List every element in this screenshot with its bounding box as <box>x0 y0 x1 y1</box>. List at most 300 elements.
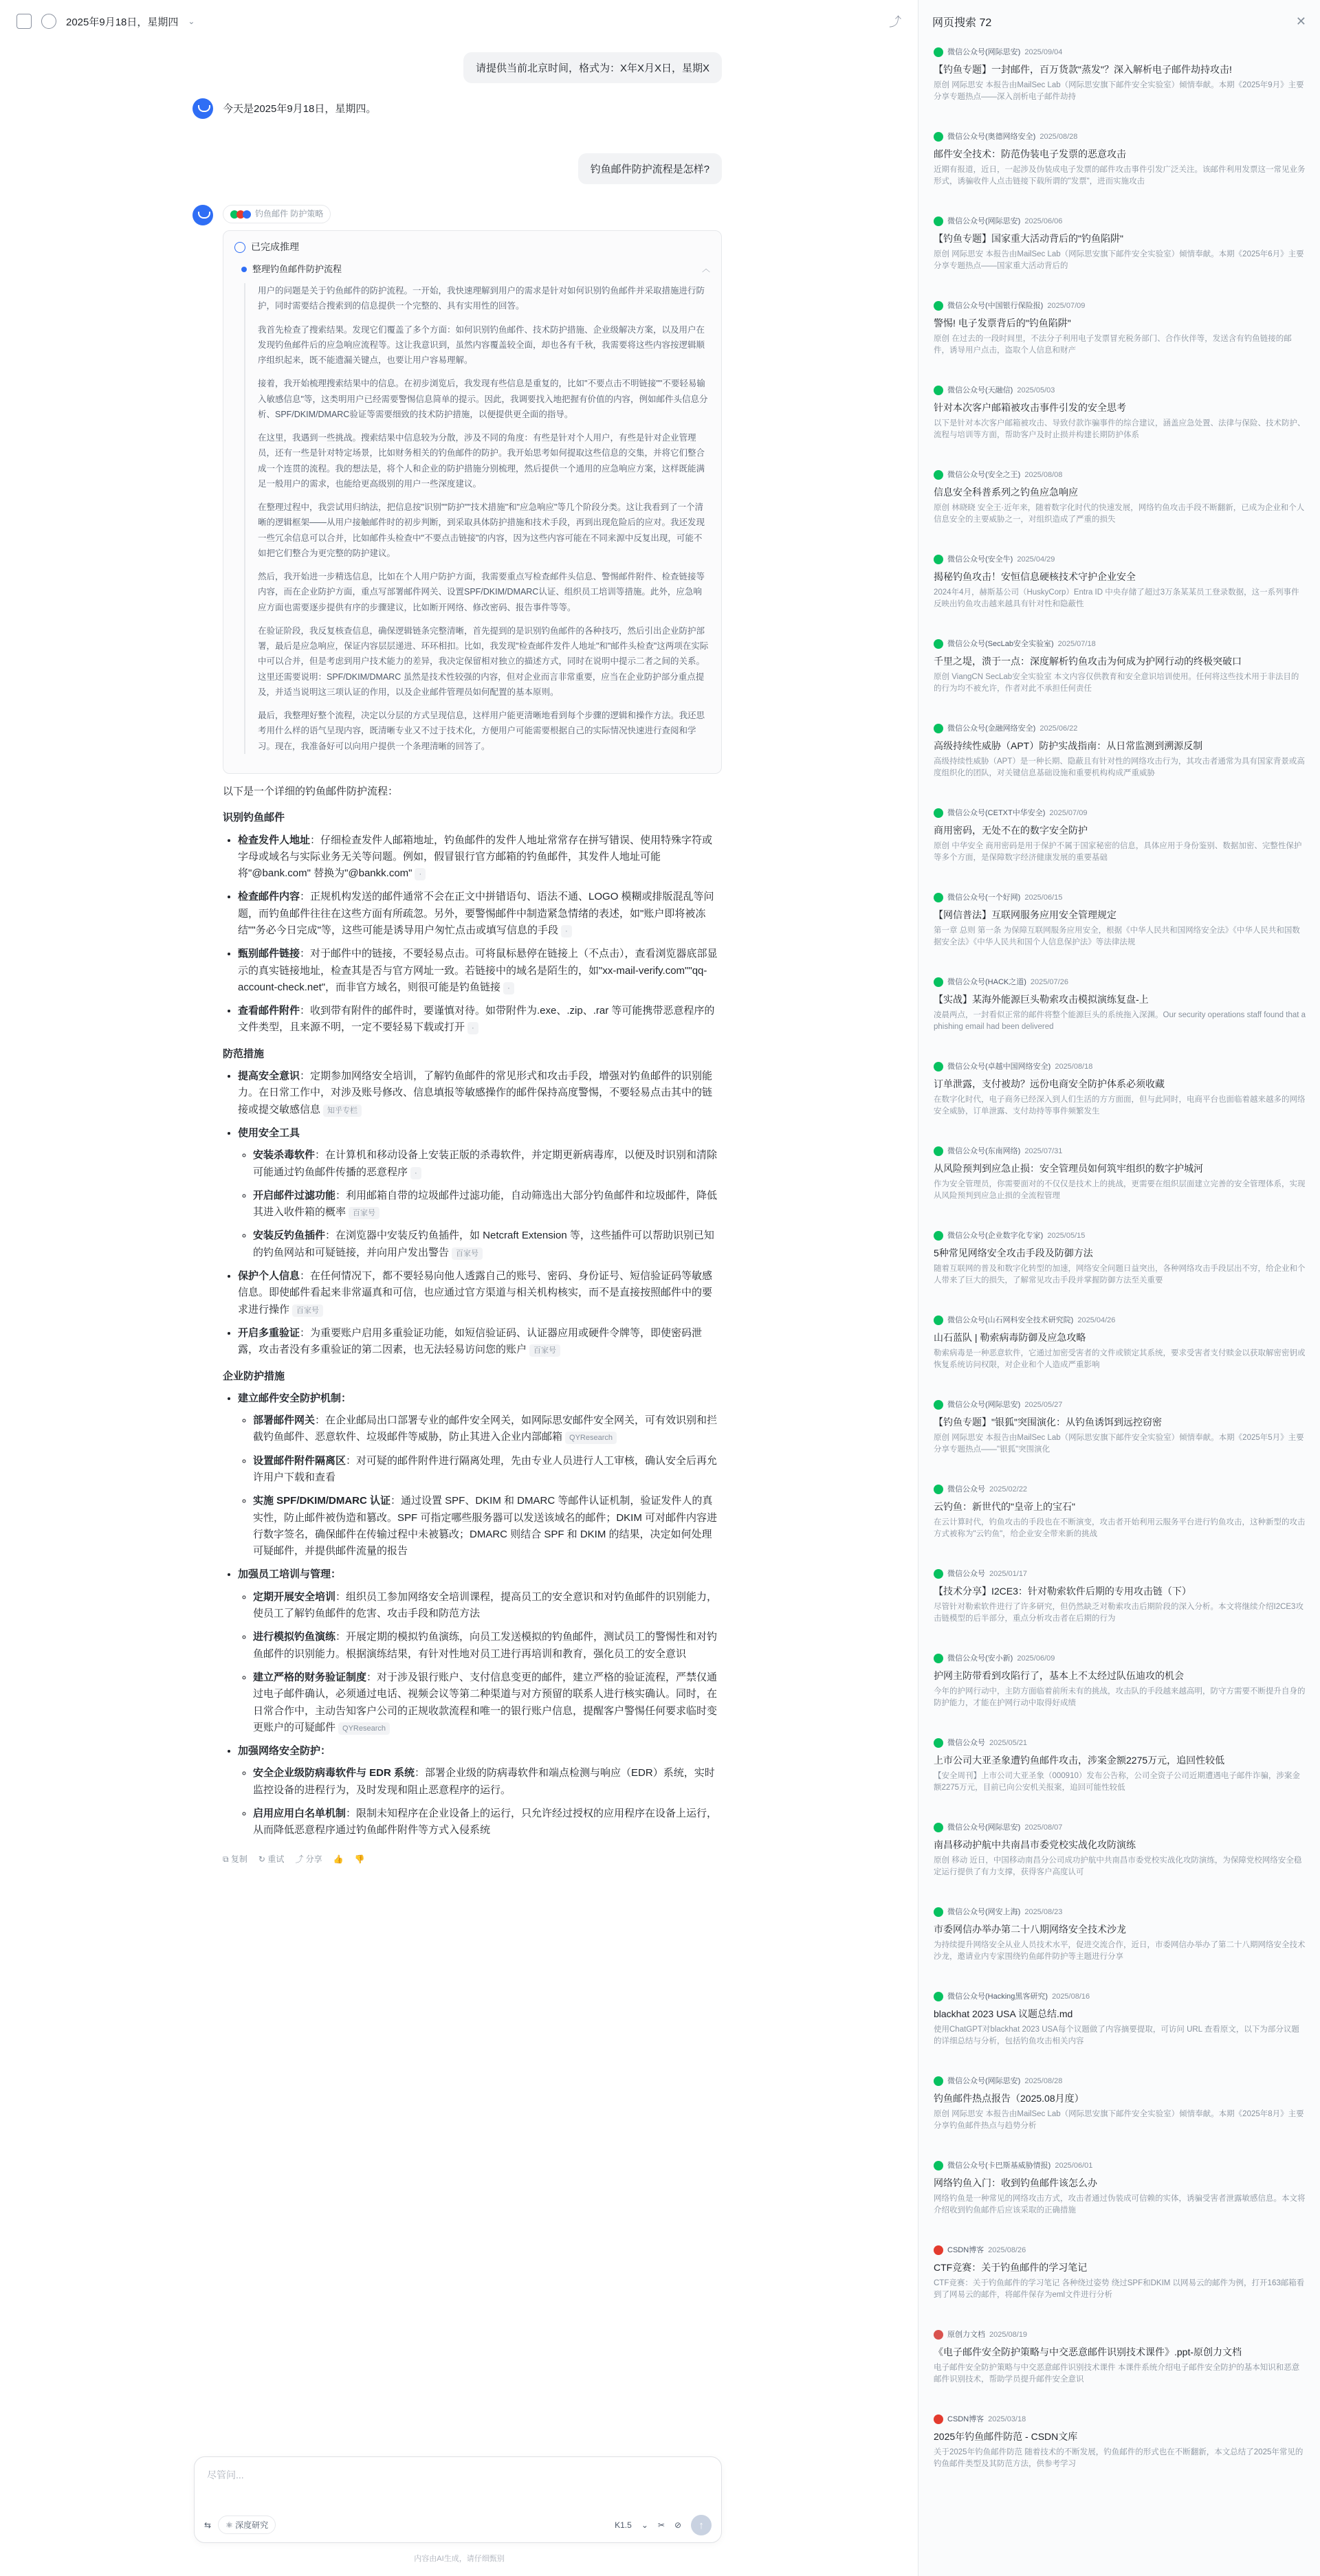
thumbs-up-icon[interactable]: 👍 <box>333 1854 344 1864</box>
user-bubble: 请提供当前北京时间，格式为：X年X月X日，星期X <box>463 52 722 83</box>
result-date: 2025/04/26 <box>1077 1316 1116 1324</box>
result-title[interactable]: 市委网信办举办第二十八期网络安全技术沙龙 <box>934 1924 1126 1935</box>
scissors-icon[interactable]: ✂ <box>657 2520 665 2530</box>
web-search-panel <box>918 0 1320 2576</box>
assistant-message <box>192 98 722 119</box>
result-title[interactable]: 5种常见网络安全攻击手段及防御方法 <box>934 1247 1093 1258</box>
source-name: 微信公众号(一个好网) <box>947 893 1021 902</box>
assistant-avatar <box>192 205 213 225</box>
result-source <box>934 1907 1306 1918</box>
result-source <box>934 2329 1306 2340</box>
source-logo-icon <box>934 132 943 142</box>
item-label: 开启多重验证 <box>238 1326 300 1339</box>
citation-tag[interactable]: QYResearch <box>565 1432 617 1444</box>
check-icon <box>234 242 245 253</box>
result-snippet: 在云计算时代，钓鱼攻击的手段也在不断演变，攻击者开始利用云服务平台进行钓鱼攻击，这种新型的攻击方式被称为"云钓鱼"，给企业安全带来新的挑战 <box>934 1518 1306 1538</box>
item-text: ：利用邮箱自带的垃圾邮件过滤功能，自动筛选出大部分钓鱼邮件和垃圾邮件，降低其进入收件箱的概率 <box>253 1189 718 1219</box>
search-results-list <box>918 43 1320 2498</box>
result-date: 2025/05/21 <box>989 1739 1028 1747</box>
source-logo-icon <box>934 555 943 564</box>
item-text: ：开展定期的模拟钓鱼演练，向员工发送模拟的钓鱼邮件，测试员工的警惕性和对钓鱼邮件的识别能力。根据演练结果，有针对性地对员工进行再培训和教育，强化员工的安全意识 <box>253 1631 718 1660</box>
search-result-item[interactable] <box>934 47 1306 131</box>
result-date: 2025/07/09 <box>1047 302 1086 310</box>
source-logo-icon <box>934 1485 943 1494</box>
result-source <box>934 2245 1306 2256</box>
source-logo-icon <box>934 2414 943 2424</box>
result-snippet: 关于2025年钓鱼邮件防范 随着技术的不断发展，钓鱼邮件的形式也在不断翻新，本文总结了2025年常见的钓鱼邮件类型及其防范方法，供参考学习 <box>934 2448 1304 2468</box>
assistant-answer <box>223 205 722 1866</box>
answer-intro: 以下是一个详细的钓鱼邮件防护流程： <box>223 785 399 797</box>
result-title[interactable]: 2025年钓鱼邮件防范 - CSDN文库 <box>934 2431 1078 2442</box>
citation-tag[interactable]: · <box>468 1022 478 1034</box>
result-snippet: 勒索病毒是一种恶意软件，它通过加密受害者的文件或锁定其系统，要求受害者支付赎金以获取解密密钥或恢复系统访问权限，对企业和个人造成严重影响 <box>934 1349 1306 1369</box>
item-label: 部署邮件网关 <box>253 1414 316 1427</box>
result-snippet: 【安全周刊】上市公司大亚圣象（000910）发布公告称，公司全资子公司近期遭遇电子邮件诈骗，涉案金额2275万元，目前已向公安机关报案，追回可能性较低 <box>934 1772 1300 1792</box>
source-logo-icon <box>934 724 943 733</box>
result-snippet: 第一章 总则 第一条 为保障互联网服务应用安全，根据《中华人民共和国网络安全法》《中华人民共和国数据安全法》《中华人民共和国个人信息保护法》等法律法规 <box>934 926 1300 946</box>
model-selector[interactable]: K1.5 <box>615 2520 632 2530</box>
result-source <box>934 47 1306 58</box>
result-date: 2025/01/17 <box>989 1570 1028 1578</box>
source-logo-icon <box>934 1823 943 1832</box>
result-date: 2025/05/27 <box>1024 1401 1063 1409</box>
item-text: ：在计算机和移动设备上安装正版的杀毒软件，并定期更新病毒库，以便及时识别和清除可能通过钓鱼邮件传播的恶意程序 <box>253 1149 718 1178</box>
source-name: CSDN博客 <box>947 2415 984 2423</box>
assistant-message <box>192 205 722 1866</box>
source-name: 微信公众号(安全之王) <box>947 471 1021 479</box>
source-name: 微信公众号(网际思安) <box>947 217 1021 225</box>
item-label: 甄别邮件链接 <box>238 948 300 960</box>
result-date: 2025/08/28 <box>1040 133 1078 141</box>
result-source <box>934 385 1306 396</box>
item-label: 安全企业级防病毒软件与 EDR 系统 <box>253 1767 415 1779</box>
search-result-item[interactable] <box>934 216 1306 300</box>
item-label: 保护个人信息 <box>238 1270 300 1283</box>
reasoning-panel <box>223 230 722 773</box>
source-name: 微信公众号(SecLab安全实验室) <box>947 640 1054 648</box>
list-item <box>253 1589 722 1623</box>
result-title[interactable]: 【钓鱼专题】一封邮件，百万货款"蒸发"？深入解析电子邮件劫持攻击! <box>934 64 1232 75</box>
item-text: ：限制未知程序在企业设备上的运行，只允许经过授权的应用程序在设备上运行，从而降低恶意程序通过钓鱼邮件附件等方式入侵系统 <box>253 1808 718 1836</box>
item-text: ：在任何情况下，都不要轻易向他人透露自己的账号、密码、身份证号、短信验证码等敏感信息。即使邮件看起来非常逼真和可信，也应通过官方渠道与相关机构核实，而不是直接按照邮件中的要求进行操作 <box>238 1270 713 1315</box>
citation-tag[interactable]: 百家号 <box>349 1207 380 1219</box>
source-name: 原创力文档 <box>947 2331 985 2339</box>
share-button[interactable]: ⤴ 分享 <box>295 1854 322 1864</box>
source-logo-icon <box>934 470 943 480</box>
settings-icon[interactable]: ⇆ <box>204 2520 212 2530</box>
search-result-item[interactable] <box>934 2160 1306 2245</box>
result-title[interactable]: 信息安全科普系列之钓鱼应急响应 <box>934 487 1078 498</box>
search-result-item[interactable] <box>934 131 1306 216</box>
source-name: 微信公众号(安全牛) <box>947 555 1013 564</box>
result-snippet: 尽管针对勒索软件进行了许多研究，但仍然缺乏对勒索攻击后期阶段的深入分析。本文将继续介绍I2CE3攻击链模型的后半部分，重点分析攻击者在后期的行为 <box>934 1603 1304 1623</box>
result-source <box>934 131 1306 142</box>
citation-tag[interactable]: 百家号 <box>529 1344 560 1357</box>
item-text: ：对于涉及银行账户、支付信息变更的邮件，建立严格的验证流程，严禁仅通过电子邮件确认，必须通过电话、视频会议等第二种渠道与对方预留的联系人进行核实确认。同时，在日常合作中，主动告知客户公司的正规收款流程和唯一的银行账户信息，提醒客户警惕任何要求临时变更账户的可疑邮件 <box>253 1671 718 1733</box>
reasoning-paragraph: 在整理过程中，我尝试用归纳法，把信息按"识别""防护""技术措施"和"应急响应"等几个阶段分类。这让我看到了一个清晰的逻辑框架——从用户接触邮件时的初步判断，到采取具体防护措施和技术手段，再到出现危险后的应对。我还发现一些冗余信息可以合并，比如邮件头检查中"不要点击链接"的内容，因为这些内容可能在不同来源中反复出现，可能不如把它们整合为更完整的防护建议。 <box>258 502 705 558</box>
item-text: ：正规机构发送的邮件通常不会在正文中拼错语句、语法不通、LOGO 模糊或排版混乱等问题，而钓鱼邮件往往在这些方面有所疏忽。另外，要警惕邮件中制造紧急情绪的表述，如"账户即将被冻结""务必今日完成"等，这些可能是诱导用户匆忙点击或填写信息的手段 <box>238 891 714 936</box>
list-item <box>253 1412 722 1446</box>
search-result-item[interactable] <box>934 2076 1306 2160</box>
result-title[interactable]: 千里之堤，溃于一点：深度解析钓鱼攻击为何成为护网行动的终极突破口 <box>934 656 1242 667</box>
sub-list <box>253 1765 722 1839</box>
source-name: 微信公众号(企业数字化专家) <box>947 1232 1044 1240</box>
source-logo-icon <box>934 1062 943 1072</box>
input-right-tools <box>615 2515 712 2535</box>
source-name: 微信公众号(东南网络) <box>947 1147 1021 1155</box>
search-result-item[interactable] <box>934 1484 1306 1568</box>
reasoning-paragraph: 然后，我开始进一步精选信息，比如在个人用户防护方面，我需要重点写检查邮件头信息、警惕邮件附件、检查链接等内容，而在企业防护方面，重点写部署邮件网关、设置SPF/DKIM/DMARC认证、组织员工培训等措施。此外，应急响应方面也需要逐步提供有序的步骤建议，比如断开网络、修改密码、报告事件等等。 <box>258 572 705 612</box>
result-snippet: 原创 网际思安 本报告由MailSec Lab（网际思安旗下邮件安全实验室）倾情奉献。本期《2025年6月》主要分享专题热点——国家重大活动背后的 <box>934 250 1304 270</box>
search-result-item[interactable] <box>934 1822 1306 1907</box>
result-title[interactable]: 云钓鱼：新世代的"皇帝上的宝石" <box>934 1501 1075 1512</box>
result-source <box>934 1315 1306 1326</box>
chevron-up-icon[interactable]: ︿ <box>701 263 710 274</box>
list-item <box>238 946 722 996</box>
item-label: 建立邮件安全防护机制： <box>238 1392 352 1404</box>
list-item <box>238 1268 722 1318</box>
reasoning-paragraph: 最后，我整理好整个流程，决定以分层的方式呈现信息，这样用户能更清晰地看到每个步骤的逻辑和操作方法。我还思考用什么样的语气呈现内容，既清晰专业又不过于技术化，方便用户可能需要根据自己的实际情况快速进行查阅和学习。现在，我准备好可以向用户提供一个条理清晰的回答了。 <box>258 711 705 751</box>
search-result-item[interactable] <box>934 385 1306 469</box>
result-snippet: 原创 移动 近日，中国移动南昌分公司成功护航中共南昌市委党校实战化攻防演练，为保障党校网络安全稳定运行提供了有力支撑，获得客户高度认可 <box>934 1856 1302 1876</box>
item-label: 建立严格的财务验证制度 <box>253 1671 367 1683</box>
item-label: 查看邮件附件 <box>238 1005 300 1017</box>
source-name: 微信公众号 <box>947 1739 985 1747</box>
source-logo-icon <box>934 1992 943 2001</box>
panel-header <box>918 0 1320 43</box>
user-message <box>192 153 722 184</box>
search-result-item[interactable] <box>934 1146 1306 1230</box>
result-snippet: 高级持续性威胁（APT）是一种长期、隐蔽且有针对性的网络攻击行为，其攻击者通常为具有国家背景或高度组织化的团队，对关键信息基础设施和重要机构构成严重威胁 <box>934 757 1305 777</box>
result-date: 2025/08/16 <box>1052 1992 1090 2001</box>
result-title[interactable]: 山石蓝队 | 勒索病毒防御及应急攻略 <box>934 1332 1086 1343</box>
reasoning-paragraph: 用户的问题是关于钓鱼邮件的防护流程。一开始，我快速理解到用户的需求是针对如何识别钓鱼邮件并采取措施进行防护，同时需要结合搜索到的信息提供一个完整的、具有实用性的回答。 <box>258 286 705 311</box>
result-snippet: 今年的护网行动中，主防方面临着前所未有的挑战，攻击队的手段越来越高明，防守方需要不断提升自身的防护能力，才能在护网行动中取得好成绩 <box>934 1687 1306 1707</box>
item-label: 启用应用白名单机制 <box>253 1808 346 1820</box>
result-date: 2025/06/09 <box>1017 1654 1055 1663</box>
list-item <box>253 1147 722 1181</box>
result-title[interactable]: 上市公司大亚圣象遭钓鱼邮件攻击，涉案金额2275万元，追回性较低 <box>934 1755 1225 1766</box>
result-date: 2025/07/31 <box>1024 1147 1063 1155</box>
answer-content <box>223 784 722 1866</box>
result-source <box>934 1230 1306 1241</box>
result-snippet: 原创 网际思安 本报告由MailSec Lab（网际思安旗下邮件安全实验室）倾情奉献。本期《2025年8月》主要分享钓鱼邮件热点与趋势分析 <box>934 2110 1304 2130</box>
result-source <box>934 892 1306 903</box>
source-name: 微信公众号 <box>947 1485 985 1494</box>
result-title[interactable]: CTF竞赛：关于钓鱼邮件的学习笔记 <box>934 2262 1088 2273</box>
citation-tag[interactable]: 百家号 <box>452 1247 483 1260</box>
list-item <box>253 1453 722 1487</box>
result-title[interactable]: 邮件安全技术：防范伪装电子发票的恶意攻击 <box>934 148 1126 159</box>
search-result-item[interactable] <box>934 1737 1306 1822</box>
result-source <box>934 808 1306 819</box>
chevron-down-icon[interactable]: ⌄ <box>641 2520 648 2530</box>
result-source <box>934 1484 1306 1495</box>
source-name: 微信公众号(网际思安) <box>947 2077 1021 2085</box>
item-label: 安装反钓鱼插件 <box>253 1230 326 1242</box>
result-title[interactable]: blackhat 2023 USA 议题总结.md <box>934 2008 1073 2019</box>
prevention-list <box>238 1068 722 1358</box>
source-name: 微信公众号 <box>947 1570 985 1578</box>
list-item <box>253 1188 722 1221</box>
new-chat-icon[interactable] <box>41 14 56 29</box>
search-result-item[interactable] <box>934 1991 1306 2076</box>
reasoning-text <box>244 283 710 754</box>
search-result-item[interactable] <box>934 1230 1306 1315</box>
reasoning-paragraph: 在验证阶段，我反复核查信息，确保逻辑链条完整清晰，首先提到的是识别钓鱼邮件的各种技巧，然后引出企业防护部署，最后是应急响应，保证内容层层递进、环环相扣。比如，我发现"检查邮件发件人地址"和"邮件头检查"这两项在实际中可以合并，但是考虑到用户技术能力的差异，我决定保留相对独立的描述方式，同时在说明中提示二者之间的关系。这里还需要说明：SPF/DKIM/DMARC 虽然是技术性较强的内容，但对企业而言非常重要，应当在企业防护部分重点提及，并适当说明这三项认证的作用，以及企业邮件管理员如何配置的基本原则。 <box>258 625 709 697</box>
citation-tag[interactable]: 百家号 <box>292 1304 323 1317</box>
sources-chip[interactable] <box>223 205 331 223</box>
item-text: ：部署企业级的防病毒软件和端点检测与响应（EDR）系统，实时监控设备的进程行为，及时发现和阻止恶意程序的运行。 <box>253 1767 715 1796</box>
result-title[interactable]: 订单泄露，支付被劫？远份电商安全防护体系必须收藏 <box>934 1078 1165 1089</box>
result-date: 2025/06/22 <box>1040 724 1078 733</box>
source-name: 微信公众号(安小新) <box>947 1654 1013 1663</box>
result-title[interactable]: 南昌移动护航中共南昌市委党校实战化攻防演练 <box>934 1839 1136 1850</box>
ai-disclaimer: 内容由AI生成，请仔细甄别 <box>414 2555 505 2563</box>
list-item <box>238 889 722 939</box>
search-result-item[interactable] <box>934 1061 1306 1146</box>
result-source <box>934 2160 1306 2171</box>
item-text: ：仔细检查发件人邮箱地址，钓鱼邮件的发件人地址常常存在拼写错误、使用特殊字符或字母或域名与实际业务无关等问题。例如，假冒银行官方邮箱的钓鱼邮件，其发件人地址可能将"@bank.com" 替换为"@bankk.com" <box>238 834 713 880</box>
source-logo-icon <box>934 1315 943 1325</box>
result-snippet: CTF竞赛：关于钓鱼邮件的学习笔记 各种绕过姿势 绕过SPF和DKIM 以网易云的邮件为例，打开163邮箱看到了网易云的邮件，将邮件保存为eml文件进行分析 <box>934 2279 1305 2299</box>
source-name: 微信公众号(网际思安) <box>947 1401 1021 1409</box>
chat-input[interactable]: 尽管问... <box>207 2469 244 2480</box>
thumbs-down-icon[interactable]: 👎 <box>354 1854 365 1864</box>
list-item <box>238 832 722 882</box>
search-result-item[interactable] <box>934 1399 1306 1484</box>
assistant-text: 今天是2025年9月18日，星期四。 <box>223 103 377 115</box>
source-name: 微信公众号(金融网络安全) <box>947 724 1036 733</box>
item-label: 加强网络安全防护： <box>238 1745 331 1757</box>
result-date: 2025/05/03 <box>1017 386 1055 395</box>
search-result-item[interactable] <box>934 2414 1306 2498</box>
result-source <box>934 554 1306 565</box>
search-result-item[interactable] <box>934 639 1306 723</box>
source-name: 微信公众号(中国银行保险报) <box>947 302 1044 310</box>
search-result-item[interactable] <box>934 469 1306 554</box>
result-title[interactable]: 《电子邮件安全防护策略与中交恶意邮件识别技术课件》.ppt-原创力文档 <box>934 2346 1242 2357</box>
item-label: 检查邮件内容 <box>238 891 300 903</box>
item-text: ：通过设置 SPF、DKIM 和 DMARC 等邮件认证机制，验证发件人的真实性，防止邮件被伪造和篡改。SPF 可指定哪些服务器可以发送该域名的邮件；DKIM 可对邮件内容进行数字签名，确保邮件在传输过程中未被篡改；DMARC 则结合 SPF 和 DKIM 的结果，决定如何处理可疑邮件，并提供邮件流量的报告 <box>253 1495 718 1557</box>
list-item <box>238 1390 722 1560</box>
result-source <box>934 1568 1306 1579</box>
result-snippet: 原创 林晓晓 安全王·近年来，随着数字化时代的快速发展，网络钓鱼攻击手段不断翻新，已成为企业和个人信息安全的主要威胁之一，对组织造成了严重的损失 <box>934 504 1305 524</box>
result-date: 2025/07/18 <box>1057 640 1096 648</box>
user-bubble: 钓鱼邮件防护流程是怎样? <box>578 153 722 184</box>
source-name: 微信公众号(卡巴斯基威胁情报) <box>947 2162 1051 2170</box>
item-label: 开启邮件过滤功能 <box>253 1189 336 1201</box>
sources-label: 钓鱼邮件 防护策略 <box>255 209 324 219</box>
citation-tag[interactable]: · <box>410 1167 421 1179</box>
source-name: 微信公众号(HACK之道) <box>947 978 1026 986</box>
reasoning-step[interactable] <box>241 262 710 276</box>
result-source <box>934 1146 1306 1157</box>
reasoning-status: 已完成推理 <box>251 241 299 253</box>
chat-input-box[interactable] <box>194 2456 722 2543</box>
source-logo-icon <box>934 1654 943 1663</box>
result-date: 2025/09/04 <box>1024 48 1063 56</box>
search-result-item[interactable] <box>934 977 1306 1061</box>
result-snippet: 作为安全管理员，你需要面对的不仅仅是技术上的挑战，更需要在组织层面建立完善的安全管理体系，实现从风险预判到应急止损的全流程管理 <box>934 1180 1306 1200</box>
result-title[interactable]: 【钓鱼专题】国家重大活动背后的"钓鱼陷阱" <box>934 233 1123 244</box>
item-label: 进行模拟钓鱼演练 <box>253 1631 336 1643</box>
list-item <box>238 1325 722 1359</box>
source-logo-icon <box>934 216 943 226</box>
search-result-item[interactable] <box>934 2329 1306 2414</box>
source-name: CSDN博客 <box>947 2246 984 2254</box>
close-icon[interactable]: ✕ <box>1295 14 1306 28</box>
reasoning-header[interactable] <box>234 239 710 255</box>
result-snippet: 原创 中华安全 商用密码是用于保护不属于国家秘密的信息，具体应用于身份鉴别、数据加密、完整性保护等多个方面，是保障数字经济健康发展的重要基础 <box>934 842 1302 862</box>
result-title[interactable]: 【钓鱼专题】"银狐"突围演化：从钓鱼诱饵到远控窃密 <box>934 1417 1162 1428</box>
result-date: 2025/02/22 <box>989 1485 1028 1494</box>
result-title[interactable]: 【网信普法】互联网服务应用安全管理规定 <box>934 909 1116 920</box>
result-title[interactable]: 【技术分享】I2CE3：针对勒索软件后期的专用攻击链（下） <box>934 1586 1191 1597</box>
citation-tag[interactable]: QYResearch <box>338 1722 390 1735</box>
user-message <box>192 52 722 83</box>
result-title[interactable]: 针对本次客户邮箱被攻击事件引发的安全思考 <box>934 402 1126 413</box>
result-source <box>934 1399 1306 1410</box>
copy-button[interactable]: ⧉ 复制 <box>223 1854 248 1864</box>
section-heading: 企业防护措施 <box>223 1370 285 1382</box>
result-date: 2025/08/18 <box>1055 1063 1093 1071</box>
search-result-item[interactable] <box>934 723 1306 808</box>
result-source <box>934 300 1306 311</box>
result-date: 2025/08/19 <box>989 2331 1028 2339</box>
result-source <box>934 1653 1306 1664</box>
result-snippet: 在数字化时代，电子商务已经深入到人们生活的方方面面，但与此同时，电商平台也面临着越来越多的网络安全威胁，订单泄露、支付劫持等事件频繁发生 <box>934 1096 1306 1115</box>
source-logo-icon <box>934 808 943 818</box>
source-name: 微信公众号(Hacking黑客研究) <box>947 1992 1048 2001</box>
list-item <box>238 1125 722 1261</box>
deep-research-label: 深度研究 <box>235 2520 269 2530</box>
result-snippet: 凌晨两点，一封看似正常的邮件将整个能源巨头的系统拖入深渊。Our security operations staff found that a phishing email had been delivered <box>934 1011 1306 1031</box>
panel-title: 网页搜索 72 <box>932 16 992 29</box>
source-logo-icon <box>934 301 943 311</box>
reasoning-paragraph: 我首先检查了搜索结果。发现它们覆盖了多个方面：如何识别钓鱼邮件、技术防护措施、企业级解决方案，以及用户在发现钓鱼邮件后的应急响应流程等。这让我意识到，虽然内容覆盖较全面，却也各有千秋，我需要将这些内容按逻辑顺序组织起来，既不能遗漏关键点，也要让用户容易理解。 <box>258 324 705 366</box>
result-snippet: 原创 在过去的一段时间里，不法分子利用电子发票冒充税务部门、合作伙伴等，发送含有钓鱼链接的邮件，诱导用户点击，盗取个人信息和财产 <box>934 335 1292 355</box>
citation-tag[interactable]: · <box>503 982 514 995</box>
search-result-item[interactable] <box>934 892 1306 977</box>
source-logo-icon <box>934 2245 943 2255</box>
result-title[interactable]: 钓鱼邮件热点报告（2025.08月度） <box>934 2093 1084 2104</box>
result-date: 2025/06/01 <box>1055 2162 1093 2170</box>
result-snippet: 电子邮件安全防护策略与中交恶意邮件识别技术课件 本课件系统介绍电子邮件安全防护的基本知识和恶意邮件识别技术，帮助学员提升邮件安全意识 <box>934 2364 1300 2384</box>
list-item <box>238 1003 722 1036</box>
list-item <box>253 1765 722 1799</box>
source-logo-icon <box>934 1569 943 1579</box>
result-title[interactable]: 揭秘钓鱼攻击！安恒信息硬核技术守护企业安全 <box>934 571 1136 582</box>
sidebar-toggle-icon[interactable] <box>16 14 32 29</box>
list-item <box>253 1493 722 1559</box>
send-button[interactable]: ↑ <box>691 2515 712 2535</box>
citation-tag[interactable]: · <box>561 925 572 937</box>
retry-button[interactable]: ↻ 重试 <box>258 1854 285 1864</box>
result-title[interactable]: 高级持续性威胁（APT）防护实战指南：从日常监测到溯源反制 <box>934 740 1203 751</box>
source-logo-icon <box>934 2330 943 2340</box>
result-snippet: 近期有报道，近日，一起涉及伪装成电子发票的邮件攻击事件引发广泛关注。该邮件利用发票这一常见业务形式，诱骗收件人点击链接下载所谓的"发票"，进而实施攻击 <box>934 166 1306 186</box>
search-result-item[interactable] <box>934 2245 1306 2329</box>
result-snippet: 原创 网际思安 本报告由MailSec Lab（网际思安旗下邮件安全实验室）倾情奉献。本期《2025年9月》主要分享专题热点——深入剖析电子邮件劫持 <box>934 81 1304 101</box>
item-text: ：定期参加网络安全培训，了解钓鱼邮件的常见形式和攻击手段，增强对钓鱼邮件的识别能力。在日常工作中，对涉及账号修改、信息填报等敏感操作的邮件保持高度警惕，不要轻易点击其中的链接或提交敏感信息 <box>238 1070 713 1115</box>
search-result-item[interactable] <box>934 300 1306 385</box>
citation-tag[interactable]: · <box>415 868 426 880</box>
citation-tag[interactable]: 知乎专栏 <box>323 1104 362 1117</box>
result-date: 2025/07/26 <box>1030 978 1068 986</box>
list-item <box>253 1629 722 1663</box>
conversation-title[interactable]: 2025年9月18日，星期四 <box>66 16 179 28</box>
sub-list <box>253 1589 722 1736</box>
search-result-item[interactable] <box>934 554 1306 639</box>
source-name: 微信公众号(网安上海) <box>947 1908 1021 1916</box>
list-item <box>253 1228 722 1261</box>
item-text: ：对于邮件中的链接，不要轻易点击。可将鼠标悬停在链接上（不点击），查看浏览器底部显示的真实链接地址，检查其是否与官方网址一致。若链接中的域名是陌生的，如"xx-mail-verify.com""qq-account-check.net"，而非官方域名，则很可能是钓鱼链接 <box>238 948 718 993</box>
result-title[interactable]: 【实战】某海外能源巨头勒索攻击模拟演练复盘-上 <box>934 994 1149 1005</box>
copy-label: 复制 <box>230 1854 248 1864</box>
source-logo-icon <box>934 1907 943 1917</box>
source-logo-icon <box>934 977 943 987</box>
source-name: 微信公众号(CETXT中华安全) <box>947 809 1046 817</box>
item-text: ：对可疑的邮件附件进行隔离处理，先由专业人员进行人工审核，确认安全后再允许用户下载和查看 <box>253 1454 718 1483</box>
result-date: 2025/08/23 <box>1024 1908 1063 1916</box>
result-date: 2025/05/15 <box>1047 1232 1086 1240</box>
search-result-item[interactable] <box>934 1653 1306 1737</box>
item-label: 定期开展安全培训 <box>253 1590 336 1603</box>
share-icon[interactable]: ⤴ <box>889 15 901 29</box>
source-logo-icon <box>934 639 943 649</box>
result-source <box>934 1737 1306 1748</box>
share-label: 分享 <box>305 1854 322 1864</box>
reasoning-paragraph: 接着，我开始梳理搜索结果中的信息。在初步浏览后，我发现有些信息是重复的，比如"不要点击不明链接""不要轻易输入敏感信息"等，这类明用户已经需要警惕信息简单的提示。因此，我调要找入地把握有价值的内容，例如邮件头信息分析、SPF/DKIM/DMARC验证等需要细致的技术防护措施，以便提供更全面的指导。 <box>258 379 708 419</box>
attach-icon[interactable]: ⊘ <box>674 2520 681 2530</box>
source-logo-icon <box>934 1738 943 1748</box>
search-result-item[interactable] <box>934 1568 1306 1653</box>
result-title[interactable]: 网络钓鱼入门：收到钓鱼邮件该怎么办 <box>934 2177 1097 2188</box>
result-snippet: 为持续提升网络安全从业人员技术水平，促进交流合作，近日，市委网信办举办了第二十八期网络安全技术沙龙，邀请业内专家围绕钓鱼邮件防护等主题进行分享 <box>934 1941 1306 1961</box>
item-label: 设置邮件附件隔离区 <box>253 1454 346 1467</box>
enterprise-list <box>238 1390 722 1839</box>
item-label: 加强员工培训与管理： <box>238 1568 342 1581</box>
chevron-down-icon[interactable]: ⌄ <box>188 16 195 26</box>
source-logo-icon <box>934 1231 943 1241</box>
search-result-item[interactable] <box>934 808 1306 892</box>
result-title[interactable]: 护网主防带看到攻陷行了，基本上不太经过队伍迪攻的机会 <box>934 1670 1184 1681</box>
result-title[interactable]: 从风险预判到应急止损：安全管理员如何筑牢组织的数字护城河 <box>934 1163 1203 1174</box>
top-bar <box>0 0 918 43</box>
result-source <box>934 2076 1306 2087</box>
list-item <box>238 1566 722 1736</box>
source-logo-icon <box>934 893 943 902</box>
search-result-item[interactable] <box>934 1315 1306 1399</box>
source-logo-icon <box>243 210 251 219</box>
result-title[interactable]: 警惕! 电子发票背后的"钓鱼陷阱" <box>934 318 1071 329</box>
result-date: 2025/08/26 <box>988 2246 1026 2254</box>
source-name: 微信公众号(网际思安) <box>947 48 1021 56</box>
deep-research-button[interactable]: ⚛ 深度研究 <box>218 2516 276 2534</box>
source-logo-icon <box>934 1400 943 1410</box>
result-snippet: 原创 网际思安 本报告由MailSec Lab（网际思安旗下邮件安全实验室）倾情奉献。本期《2025年5月》主要分享专题热点——"银狐"突围演化 <box>934 1434 1304 1454</box>
source-logo-icon <box>934 1146 943 1156</box>
search-result-item[interactable] <box>934 1907 1306 1991</box>
source-name: 微信公众号(奥德网络安全) <box>947 133 1036 141</box>
assistant-avatar <box>192 98 213 119</box>
section-heading: 识别钓鱼邮件 <box>223 812 285 824</box>
result-date: 2025/06/06 <box>1024 217 1063 225</box>
result-title[interactable]: 商用密码，无处不在的数字安全防护 <box>934 825 1088 836</box>
source-name: 微信公众号(网际思安) <box>947 1823 1021 1832</box>
result-source <box>934 1061 1306 1072</box>
